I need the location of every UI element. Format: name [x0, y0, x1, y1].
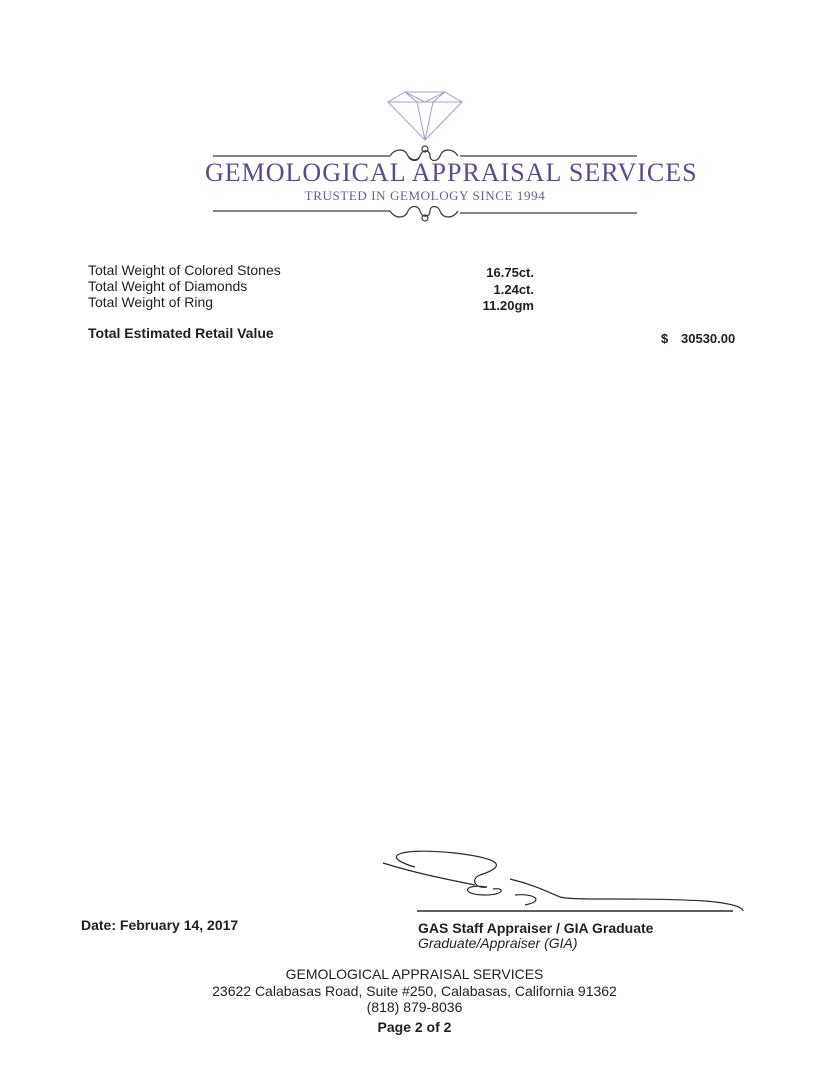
- total-value-label: Total Estimated Retail Value: [88, 325, 274, 341]
- weight-value-ring: 11.20gm: [482, 298, 534, 313]
- appraisal-date: Date: February 14, 2017: [81, 917, 239, 933]
- weight-value-diamonds: 1.24ct.: [493, 282, 534, 297]
- appraiser-title: GAS Staff Appraiser / GIA Graduate: [418, 920, 654, 936]
- appraiser-credential: Graduate/Appraiser (GIA): [418, 935, 578, 951]
- weight-label-ring: Total Weight of Ring: [88, 294, 214, 310]
- weight-label-diamonds: Total Weight of Diamonds: [88, 278, 248, 294]
- total-currency: $: [661, 331, 669, 346]
- total-amount: 30530.00: [681, 331, 736, 346]
- weight-value-colored-stones: 16.75ct.: [486, 265, 534, 280]
- bottom-ornament-rule: [213, 207, 637, 222]
- page-number: Page 2 of 2: [377, 1019, 452, 1035]
- company-tagline: TRUSTED IN GEMOLOGY SINCE 1994: [304, 188, 546, 203]
- diamond-icon: [388, 92, 462, 140]
- weight-label-colored-stones: Total Weight of Colored Stones: [88, 262, 281, 278]
- footer-company: GEMOLOGICAL APPRAISAL SERVICES: [285, 966, 544, 982]
- appraiser-signature: [375, 845, 755, 920]
- company-logo: [205, 85, 698, 225]
- company-name: GEMOLOGICAL APPRAISAL SERVICES: [205, 158, 698, 187]
- footer-phone: (818) 879-8036: [366, 999, 463, 1015]
- footer-address: 23622 Calabasas Road, Suite #250, Calabasas, California 91362: [212, 983, 617, 999]
